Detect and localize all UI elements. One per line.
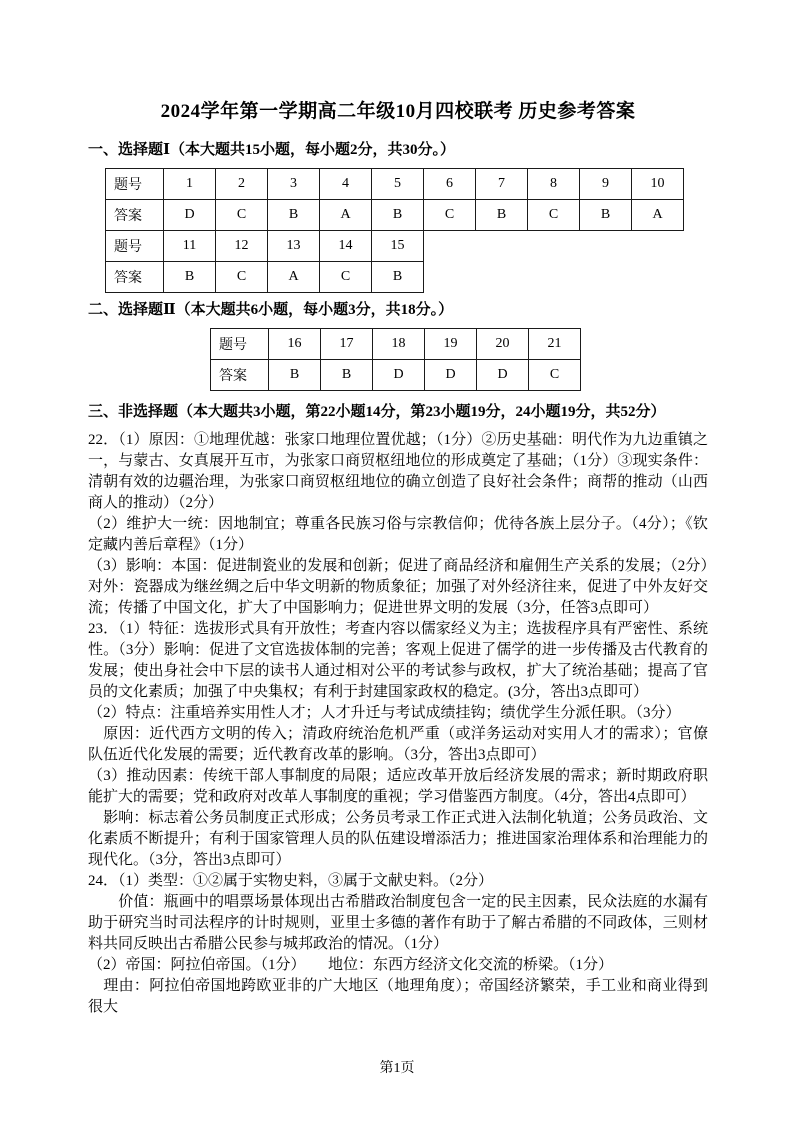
- section1-heading: 一、选择题Ⅰ（本大题共15小题，每小题2分，共30分。）: [88, 142, 456, 158]
- answer-cell: B: [476, 200, 528, 231]
- answer-paragraph: 原因：近代西方文明的传入；清政府统治危机严重（或洋务运动对实用人才的需求）；官僚队伍近代化发展的需要；近代教育改革的影响。（3分，答出3点即可）: [88, 726, 708, 763]
- answer-cell: A: [268, 262, 320, 293]
- answer-table-row: [211, 329, 581, 360]
- answer-cell: 12: [216, 231, 268, 262]
- choice-answers-table-2-body: [211, 329, 581, 391]
- answer-cell: D: [164, 200, 216, 231]
- page-number: 第1页: [379, 1061, 415, 1076]
- answer-cell: 3: [268, 169, 320, 200]
- answer-paragraph: 24．（1）类型：①②属于实物史料，③属于文献史料。（2分）: [88, 873, 494, 889]
- answer-cell: 6: [424, 169, 476, 200]
- answer-cell: 2: [216, 169, 268, 200]
- answer-paragraphs: [88, 430, 708, 1018]
- answer-cell: 21: [529, 329, 581, 360]
- row-label-cell: 题号: [106, 231, 164, 262]
- answer-cell: A: [320, 200, 372, 231]
- section3-heading: 三、非选择题（本大题共3小题，第22小题14分，第23小题19分，24小题19分，共52分）: [88, 404, 666, 420]
- answer-paragraph: 23．（1）特征：选拔形式具有开放性；考查内容以儒家经义为主；选拔程序具有严密性、系统性。（3分）影响：促进了文官选拔体制的完善；客观上促进了儒学的进一步传播及古代教育的发展；使出身社会中下层的读书人通过相对公平的考试参与政权，扩大了统治基础；提高了官员的文化素质；加强了中央集权；有利于封建国家政权的稳定。(3分，答出3点即可）: [88, 621, 708, 700]
- answer-cell: B: [268, 200, 320, 231]
- answer-paragraph: 22．（1）原因：①地理优越：张家口地理位置优越；（1分）②历史基础：明代作为九边重镇之一，与蒙古、女真展开互市，为张家口商贸枢纽地位的形成奠定了基础；（1分）③现实条件：清朝有效的边疆治理，为张家口商贸枢纽地位的确立创造了良好社会条件；商帮的推动（山西商人的推动）（2分）: [88, 432, 708, 511]
- document-title: 2024学年第一学期高二年级10月四校联考 历史参考答案: [160, 101, 636, 122]
- answer-paragraph: 影响：标志着公务员制度正式形成；公务员考录工作正式进入法制化轨道；公务员政治、文化素质不断提升；有利于国家管理人员的队伍建设增添活力；推进国家治理体系和治理能力的现代化。（3分，答出3点即可）: [88, 810, 708, 868]
- answer-paragraph: （2）帝国：阿拉伯帝国。（1分） 地位：东西方经济文化交流的桥梁。（1分）: [88, 957, 614, 973]
- answer-cell: 18: [373, 329, 425, 360]
- answer-cell: 17: [321, 329, 373, 360]
- answer-table-row: [106, 200, 684, 231]
- answer-cell: B: [372, 200, 424, 231]
- row-label-cell: 答案: [106, 200, 164, 231]
- row-label-cell: 题号: [106, 169, 164, 200]
- answer-cell: 19: [425, 329, 477, 360]
- answer-cell: 4: [320, 169, 372, 200]
- answer-cell: D: [477, 360, 529, 391]
- answer-cell: B: [269, 360, 321, 391]
- answer-cell: C: [216, 200, 268, 231]
- answer-cell: 20: [477, 329, 529, 360]
- answer-cell: C: [216, 262, 268, 293]
- answer-table-row: [106, 262, 684, 293]
- answer-table-row: [106, 231, 684, 262]
- answer-cell: C: [320, 262, 372, 293]
- choice-answers-table-1: [105, 168, 684, 293]
- answer-cell: B: [321, 360, 373, 391]
- answer-cell: B: [164, 262, 216, 293]
- answer-cell: A: [632, 200, 684, 231]
- choice-answers-table-1-body: [106, 169, 684, 293]
- answer-cell: 14: [320, 231, 372, 262]
- answer-cell: B: [372, 262, 424, 293]
- row-label-cell: 答案: [106, 262, 164, 293]
- answer-paragraph: （2）维护大一统：因地制宜；尊重各民族习俗与宗教信仰；优待各族上层分子。（4分）；《钦定藏内善后章程》（1分）: [88, 516, 708, 553]
- document-page: [88, 0, 708, 1018]
- answer-table-row: [106, 169, 684, 200]
- answer-cell: 1: [164, 169, 216, 200]
- answer-cell: 9: [580, 169, 632, 200]
- answer-cell: C: [424, 200, 476, 231]
- answer-cell: D: [425, 360, 477, 391]
- answer-table-row: [211, 360, 581, 391]
- answer-cell: 13: [268, 231, 320, 262]
- answer-cell: D: [373, 360, 425, 391]
- answer-cell: C: [528, 200, 580, 231]
- answer-cell: 16: [269, 329, 321, 360]
- answer-paragraph: （2）特点：注重培养实用性人才；人才升迁与考试成绩挂钩；绩优学生分派任职。（3分）: [88, 705, 681, 721]
- answer-cell: 7: [476, 169, 528, 200]
- answer-paragraph: （3）影响：本国：促进制瓷业的发展和创新；促进了商品经济和雇佣生产关系的发展；（2分）对外：瓷器成为继丝绸之后中华文明新的物质象征；加强了对外经济往来，促进了中外友好交流；传播了中国文化，扩大了中国影响力；促进世界文明的发展（3分，任答3点即可）: [88, 558, 708, 616]
- answer-cell: C: [529, 360, 581, 391]
- section2-heading: 二、选择题Ⅱ（本大题共6小题，每小题3分，共18分。）: [88, 302, 454, 318]
- answer-cell: 10: [632, 169, 684, 200]
- answer-paragraph: 理由：阿拉伯帝国地跨欧亚非的广大地区（地理角度）；帝国经济繁荣，手工业和商业得到很大: [88, 978, 708, 1015]
- answer-cell: B: [580, 200, 632, 231]
- row-label-cell: 答案: [211, 360, 269, 391]
- answer-cell: 15: [372, 231, 424, 262]
- answer-cell: 5: [372, 169, 424, 200]
- answer-cell: 8: [528, 169, 580, 200]
- row-label-cell: 题号: [211, 329, 269, 360]
- answer-paragraph: 价值：瓶画中的唱票场景体现出古希腊政治制度包含一定的民主因素，民众法庭的水漏有助于研究当时司法程序的计时规则，亚里士多德的著作有助于了解古希腊的不同政体，三则材料共同反映出古希腊公民参与城邦政治的情况。（1分）: [88, 894, 708, 952]
- answer-paragraph: （3）推动因素：传统干部人事制度的局限；适应改革开放后经济发展的需求；新时期政府职能扩大的需要；党和政府对改革人事制度的重视；学习借鉴西方制度。（4分，答出4点即可）: [88, 768, 708, 805]
- choice-answers-table-2: [210, 328, 581, 391]
- answer-cell: 11: [164, 231, 216, 262]
